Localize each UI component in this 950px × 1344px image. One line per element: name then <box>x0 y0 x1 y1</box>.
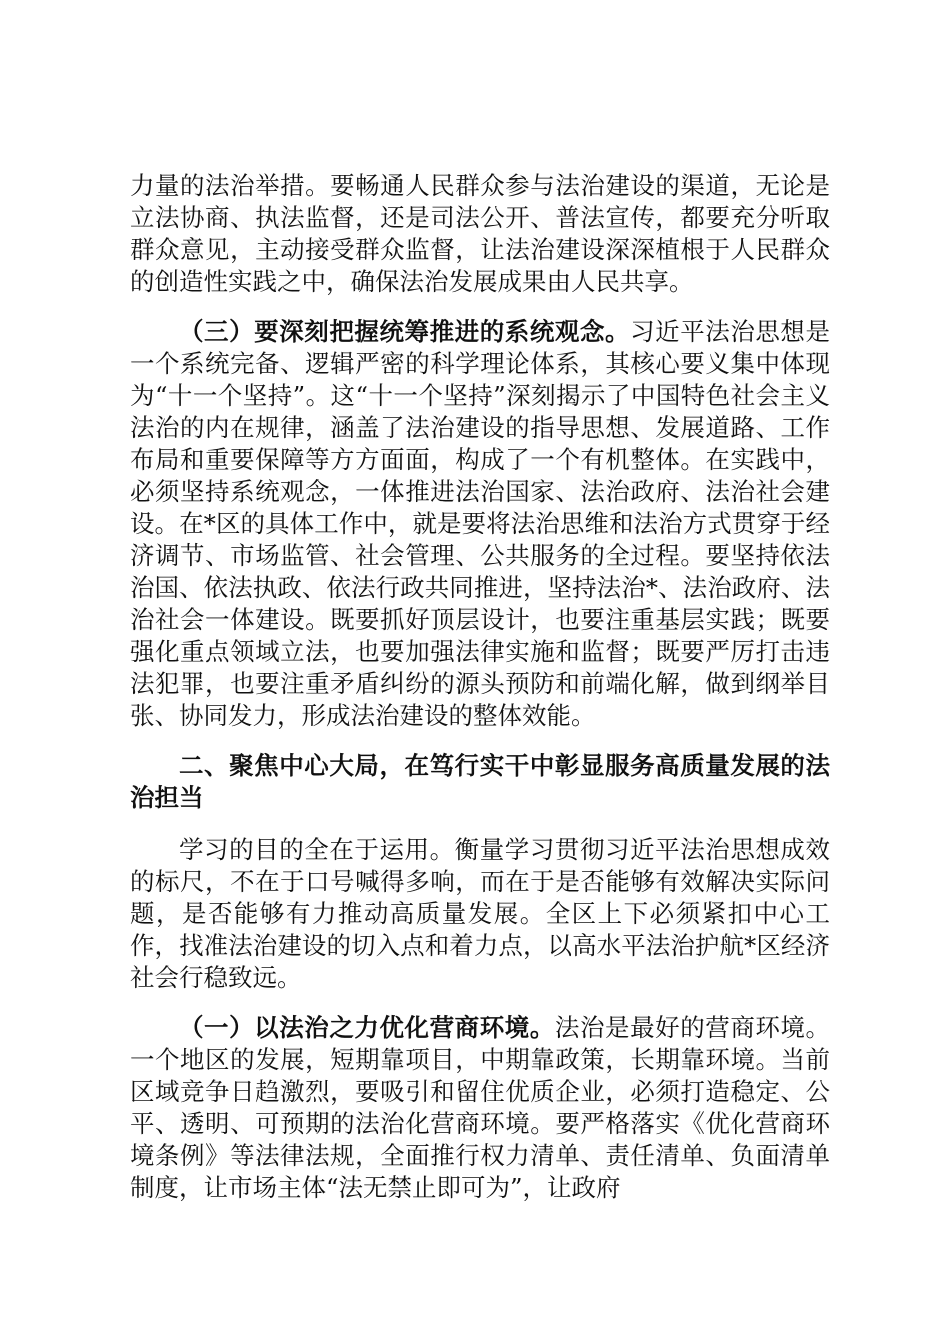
paragraph-text: 习近平法治思想是一个系统完备、逻辑严密的科学理论体系，其核心要义集中体现为“十一个坚持”。这“十一个坚持”深刻揭示了中国特色社会主义法治的内在规律，涵盖了法治建设的指导思想、发展道路、工作布局和重要保障等方方面面，构成了一个有机整体。在实践中，必须坚持系统观念，一体推进法治国家、法治政府、法治社会建设。在*区的具体工作中，就是要将法治思维和法治方式贯穿于经济调节、市场监管、社会管理、公共服务的全过程。要坚持依法治国、依法执政、依法行政共同推进，坚持法治*、法治政府、法治社会一体建设。既要抓好顶层设计，也要注重基层实践；既要强化重点领域立法，也要加强法律实施和监督；既要严厉打击违法犯罪，也要注重矛盾纠纷的源头预防和前端化解，做到纲举目张、协同发力，形成法治建设的整体效能。 <box>130 317 830 730</box>
paragraph-system-concept <box>130 316 830 732</box>
paragraph-lead-heading: （一）以法治之力优化营商环境。 <box>179 1013 555 1042</box>
document-body <box>130 170 830 1222</box>
paragraph-text: 法治是最好的营商环境。一个地区的发展，短期靠项目，中期靠政策，长期靠环境。当前区域竞争日趋激烈，要吸引和留住优质企业，必须打造稳定、公平、透明、可预期的法治化营商环境。要严格落实《优化营商环境条例》等法律法规，全面推行权力清单、责任清单、负面清单制度，让市场主体“法无禁止即可为”，让政府 <box>130 1013 831 1202</box>
section-heading: 二、聚焦中心大局，在笃行实干中彰显服务高质量发展的法治担当 <box>130 751 830 812</box>
paragraph-continuation <box>130 170 830 298</box>
paragraph-business-environment <box>130 1012 830 1204</box>
paragraph-application <box>130 834 830 994</box>
paragraph-lead-heading: （三）要深刻把握统筹推进的系统观念。 <box>179 317 631 346</box>
paragraph-text: 学习的目的全在于运用。衡量学习贯彻习近平法治思想成效的标尺，不在于口号喊得多响，而在于是否能够有效解决实际问题，是否能够有力推动高质量发展。全区上下必须紧扣中心工作，找准法治建设的切入点和着力点，以高水平法治护航*区经济社会行稳致远。 <box>130 835 830 992</box>
paragraph-text: 力量的法治举措。要畅通人民群众参与法治建设的渠道，无论是立法协商、执法监督，还是司法公开、普法宣传，都要充分听取群众意见，主动接受群众监督，让法治建设深深植根于人民群众的创造性实践之中，确保法治发展成果由人民共享。 <box>130 171 830 296</box>
